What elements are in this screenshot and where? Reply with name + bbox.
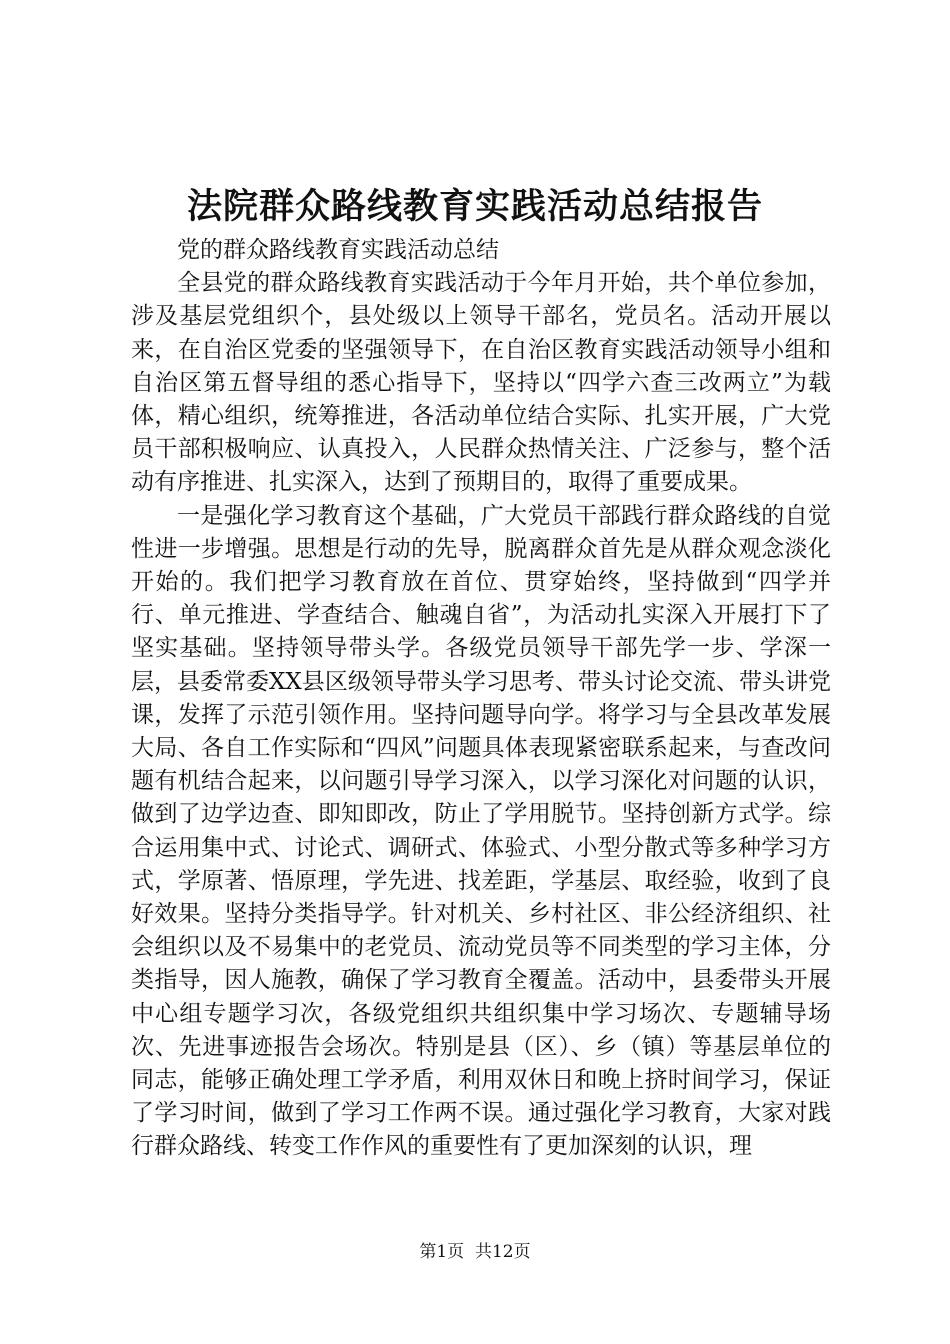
body-paragraph-study: 一是强化学习教育这个基础，广大党员干部践行群众路线的自觉性进一步增强。思想是行动的先导，脱离群众首先是从群众观念淡化开始的。我们把学习教育放在首位、贯穿始终，坚持做到“四学并行、单元推进、学查结合、触魂自省”，为活动扎实深入开展打下了坚实基础。坚持领导带头学。各级党员领导干部先学一步、学深一层，县委常委XX县区级领导带头学习思考、带头讨论交流、带头讲党课，发挥了示范引领作用。坚持问题导向学。将学习与全县改革发展大局、各自工作实际和“四风”问题具体表现紧密联系起来，与查改问题有机结合起来，以问题引导学习深入，以学习深化对问题的认识，做到了边学边查、即知即改，防止了学用脱节。坚持创新方式学。综合运用集中式、讨论式、调研式、体验式、小型分散式等多种学习方式，学原著、悟原理，学先进、找差距，学基层、取经验，收到了良好效果。坚持分类指导学。针对机关、乡村社区、非公经济组织、社会组织以及不易集中的老党员、流动党员等不同类型的学习主体，分类指导，因人施教，确保了学习教育全覆盖。活动中，县委带头开展中心组专题学习次，各级党组织共组织集中学习场次、专题辅导场次、先进事迹报告会场次。特别是县（区）、乡（镇）等基层单位的同志，能够正确处理工学矛盾，利用双休日和晚上挤时间学习，保证了学习时间，做到了学习工作两不误。通过强化学习教育，大家对践行群众路线、转变工作作风的重要性有了更加深刻的认识，理 — [131, 502, 831, 1160]
document-title: 法院群众路线教育实践活动总结报告 — [186, 186, 763, 227]
body-paragraph-intro: 全县党的群众路线教育实践活动于今年月开始，共个单位参加，涉及基层党组织个，县处级以上领导干部名，党员名。活动开展以来，在自治区党委的坚强领导下，在自治区教育实践活动领导小组和自治区第五督导组的悉心指导下，坚持以“四学六查三改两立”为载体，精心组织，统筹推进，各活动单位结合实际、扎实开展，广大党员干部积极响应、认真投入，人民群众热情关注、广泛参与，整个活动有序推进、扎实深入，达到了预期目的，取得了重要成果。 — [131, 270, 831, 496]
document-subtitle: 党的群众路线教育实践活动总结 — [177, 237, 499, 263]
document-body — [131, 234, 831, 1164]
page-footer — [0, 1240, 950, 1264]
page-number: 第1页 共12页 — [419, 1242, 531, 1262]
